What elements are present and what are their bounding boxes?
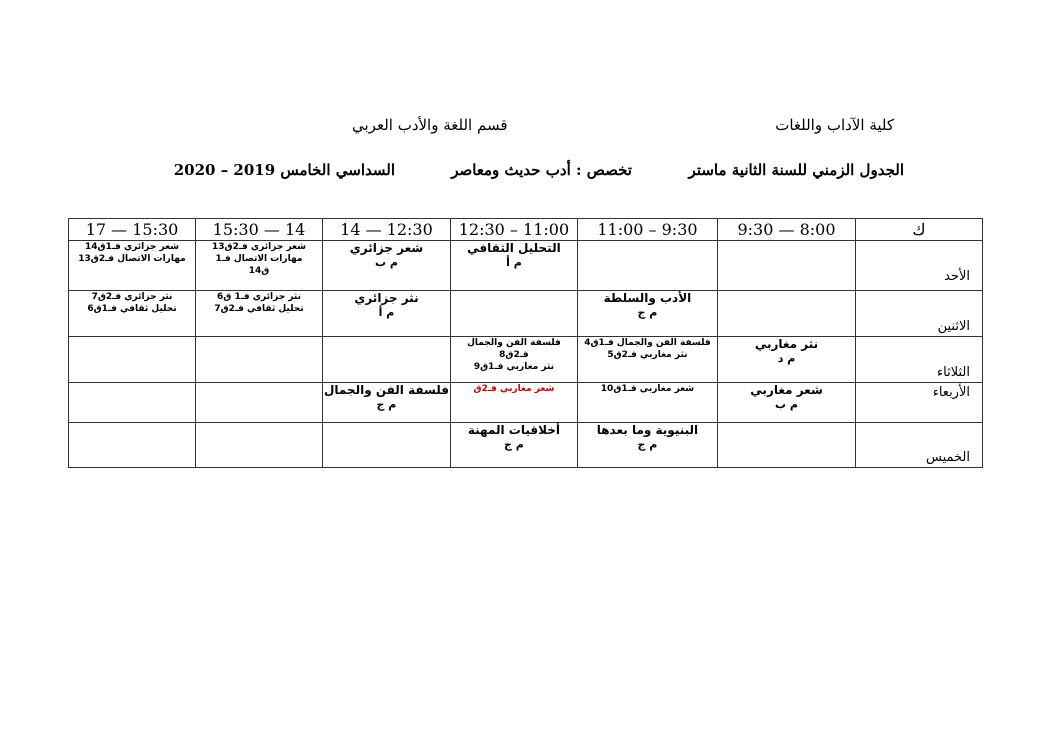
course-name: شعر مغاربي: [750, 383, 823, 397]
timetable-header-row: [69, 219, 983, 241]
time-slot-2: 9:30 – 11:00: [577, 219, 717, 241]
group-line: مهارات الاتصال فـ2ق13: [78, 254, 186, 264]
day-cell: [856, 291, 983, 337]
schedule-cell: [69, 383, 196, 423]
schedule-cell: [450, 241, 577, 291]
day-label: الثلاثاء: [937, 365, 970, 380]
schedule-cell: [577, 423, 717, 468]
table-row: [69, 383, 983, 423]
day-cell: [856, 241, 983, 291]
room-label: م ب: [374, 256, 398, 269]
time-slot-3: 11:00 – 12:30: [450, 219, 577, 241]
course-name: نثر مغاربي: [754, 337, 819, 351]
day-label: الأحد: [944, 269, 970, 284]
schedule-cell: [717, 337, 855, 383]
faculty-name: كلية الآداب واللغات: [775, 116, 894, 134]
course-name: نثر جزائري: [354, 291, 419, 305]
day-cell: [856, 383, 983, 423]
schedule-cell: [322, 383, 450, 423]
schedule-cell: [577, 241, 717, 291]
group-line: فلسفة الفن والجمال فـ1ق4: [584, 338, 711, 348]
schedule-cell: [450, 337, 577, 383]
schedule-cell: [717, 423, 855, 468]
schedule-cell: [196, 423, 323, 468]
schedule-cell: [196, 383, 323, 423]
department-name: قسم اللغة والأدب العربي: [352, 116, 508, 134]
specialty-label: تخصص : أدب حديث ومعاصر: [451, 161, 632, 179]
room-label: م د: [777, 352, 796, 365]
schedule-cell: [322, 337, 450, 383]
group-line: تحليل ثقافي فـ2ق7: [214, 304, 304, 314]
schedule-cell: [69, 423, 196, 468]
timetable: [68, 218, 983, 468]
room-label: م ب: [775, 398, 798, 411]
room-label: م ج: [376, 398, 397, 411]
semester-label: السداسي الخامس 2019 – 2020: [173, 161, 395, 179]
schedule-cell: [450, 291, 577, 337]
schedule-cell: [577, 383, 717, 423]
room-label: م ج: [637, 306, 658, 319]
course-name: البنيوية وما بعدها: [596, 423, 699, 437]
group-line: تحليل ثقافي فـ1ق6: [87, 304, 177, 314]
schedule-cell: [577, 291, 717, 337]
schedule-cell: [196, 291, 323, 337]
schedule-cell: [717, 241, 855, 291]
room-label: م أ: [506, 256, 522, 269]
schedule-cell: [450, 383, 577, 423]
schedule-cell: [196, 241, 323, 291]
group-line: شعر مغاربي فـ1ق10: [600, 384, 695, 394]
time-slot-4: 12:30 — 14: [322, 219, 450, 241]
group-line: شعر جزائري فـ2ق13: [211, 242, 306, 252]
schedule-cell: [717, 291, 855, 337]
schedule-cell: [322, 423, 450, 468]
group-line: نثر مغاربي فـ1ق9: [473, 362, 555, 372]
group-line: ق14: [248, 266, 270, 276]
schedule-cell: [450, 423, 577, 468]
room-label: م ج: [637, 438, 658, 451]
course-name: شعر جزائري: [349, 241, 424, 255]
room-label: م أ: [378, 306, 395, 319]
schedule-cell: [69, 241, 196, 291]
group-line: نثر جزائري فـ1 ق6: [216, 292, 301, 302]
group-line: مهارات الاتصال فـ1: [215, 254, 303, 264]
day-label: الأربعاء: [932, 385, 970, 400]
schedule-cell: [196, 337, 323, 383]
schedule-title: الجدول الزمني للسنة الثانية ماستر: [688, 161, 904, 179]
corner-cell: ك: [856, 219, 983, 241]
group-line: شعر مغاربي فـ2ق: [473, 384, 555, 394]
schedule-cell: [322, 241, 450, 291]
day-cell: [856, 423, 983, 468]
time-slot-5: 14 — 15:30: [196, 219, 323, 241]
course-name: فلسفة الفن والجمال: [323, 383, 449, 397]
time-slot-1: 8:00 — 9:30: [717, 219, 855, 241]
time-slot-6: 15:30 — 17: [69, 219, 196, 241]
room-label: م ج: [504, 438, 524, 451]
day-label: الخميس: [926, 450, 970, 465]
schedule-cell: [322, 291, 450, 337]
course-name: الأدب والسلطة: [603, 291, 692, 305]
schedule-cell: [577, 337, 717, 383]
schedule-cell: [69, 291, 196, 337]
table-row: [69, 423, 983, 468]
group-line: نثر مغاربي فـ2ق5: [607, 350, 688, 360]
day-cell: [856, 337, 983, 383]
group-line: نثر جزائري فـ2ق7: [91, 292, 173, 302]
course-name: أخلاقيات المهنة: [467, 423, 560, 437]
table-row: [69, 337, 983, 383]
group-line: فلسفة الفن والجمال فـ2ق8: [467, 338, 561, 360]
table-row: [69, 241, 983, 291]
group-line: شعر جزائري فـ1ق14: [85, 242, 180, 252]
table-row: [69, 291, 983, 337]
schedule-cell: [717, 383, 855, 423]
course-name: التحليل الثقافي: [467, 241, 561, 255]
schedule-cell: [69, 337, 196, 383]
day-label: الاثنين: [937, 319, 970, 334]
